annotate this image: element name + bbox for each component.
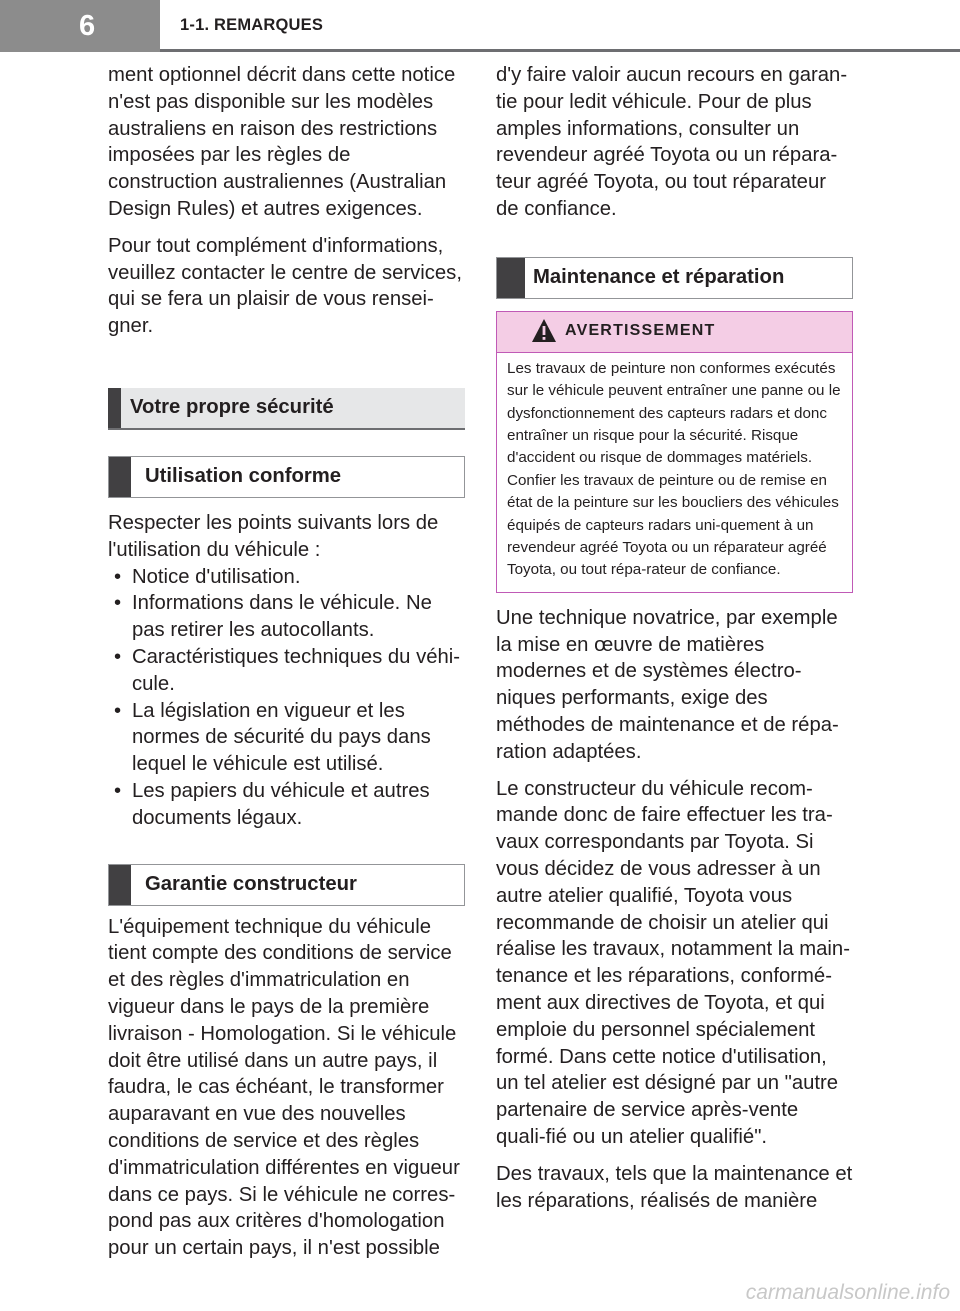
heading-warranty-text: Garantie constructeur	[145, 872, 357, 895]
heading-warranty	[108, 864, 465, 906]
warning-triangle-icon	[531, 318, 557, 344]
heading-usage	[108, 456, 465, 498]
left-column	[108, 62, 465, 1272]
heading-safety-text: Votre propre sécurité	[130, 395, 334, 418]
intro-paragraph-2: Pour tout complément d'informations, veuillez contacter le centre de services, qui se fera un plaisir de vous rensei-gner.	[108, 234, 462, 338]
list-item: • Caractéristiques techniques du véhi-cule.	[108, 644, 465, 698]
header-rule	[160, 49, 960, 52]
list-item: • Informations dans le véhicule. Ne pas retirer les autocollants.	[108, 590, 465, 644]
page-number-tab	[0, 0, 160, 52]
heading-usage-text: Utilisation conforme	[145, 464, 342, 487]
maintenance-paragraph-1: Une technique novatrice, par exemple la mise en œuvre de matières modernes et de systèmes électro-niques performants, exige des méthodes de maintenance et de répa-ration adaptées.	[496, 606, 839, 763]
warning-box	[496, 311, 853, 593]
usage-intro: Respecter les points suivants lors de l'utilisation du véhicule :	[108, 511, 439, 561]
page-header	[0, 0, 960, 55]
list-item: • Notice d'utilisation.	[108, 564, 465, 591]
warning-header	[497, 312, 852, 353]
heading-safety	[108, 388, 465, 430]
list-item: • La législation en vigueur et les normes de sécurité du pays dans lequel le véhicule est utilisé.	[108, 698, 465, 778]
section-title: 1-1. REMARQUES	[180, 16, 324, 34]
maintenance-paragraph-2: Le constructeur du véhicule recom-mande donc de faire effectuer les tra-vaux correspondants par Toyota. Si vous décidez de vous adresser à un autre atelier qualifié, Toyota vous recommande de choisir un atelier qui réalise les travaux, notamment la main-tenance et les réparations, conformé-ment aux directives de Toyota, et qui emploie du personnel spécialement formé. Dans cette notice d'utilisation, un tel atelier est désigné par un "autre partenaire de service après-vente quali-fié ou un atelier qualifié".	[496, 777, 850, 1148]
watermark: carmanualsonline.info	[745, 1281, 950, 1304]
warranty-paragraph: L'équipement technique du véhicule tient compte des conditions de service et des règles d'immatriculation en vigueur dans le pays de la première livraison - Homologation. Si le véhicule doit être utilisé dans un autre pays, il faudra, le cas échéant, le transformer auparavant en vue des nouvelles conditions de service et des règles d'immatriculation différentes en vigueur dans ce pays. Si le véhicule ne corres-pond pas aux critères d'homologation pour un certain pays, il n'est possible	[108, 915, 460, 1260]
continuation-paragraph: d'y faire valoir aucun recours en garan-tie pour ledit véhicule. Pour de plus amples informations, consulter un revendeur agréé Toyota ou un répara-teur agréé Toyota, ou tout réparateur de confiance.	[496, 64, 848, 220]
warning-title: AVERTISSEMENT	[565, 321, 716, 339]
heading-maintenance-text: Maintenance et réparation	[533, 265, 785, 288]
intro-paragraph-1: ment optionnel décrit dans cette notice n'est pas disponible sur les modèles australiens en raison des restrictions imposées par les règles de construction australiennes (Australian Design Rules) et autres exigences.	[108, 64, 456, 220]
page-number: 6	[79, 10, 96, 42]
usage-list	[108, 564, 465, 832]
maintenance-paragraph-3: Des travaux, tels que la maintenance et les réparations, réalisés de manière	[496, 1162, 853, 1212]
warning-text: Les travaux de peinture non conformes exécutés sur le véhicule peuvent entraîner une panne ou le dysfonctionnement des capteurs radars et donc entraîner un risque pour la sécurité. Risque d'accident ou risque de dommages matériels. Confier les travaux de peinture ou de remise en état de la peinture sur les boucliers des véhicules équipés de capteurs radars uni-quement à un revendeur agréé Toyota ou un réparateur agréé Toyota, ou tout répa-rateur de confiance.	[507, 359, 841, 579]
heading-maintenance	[496, 257, 853, 299]
list-item: • Les papiers du véhicule et autres documents légaux.	[108, 778, 465, 832]
right-column	[496, 62, 853, 1224]
